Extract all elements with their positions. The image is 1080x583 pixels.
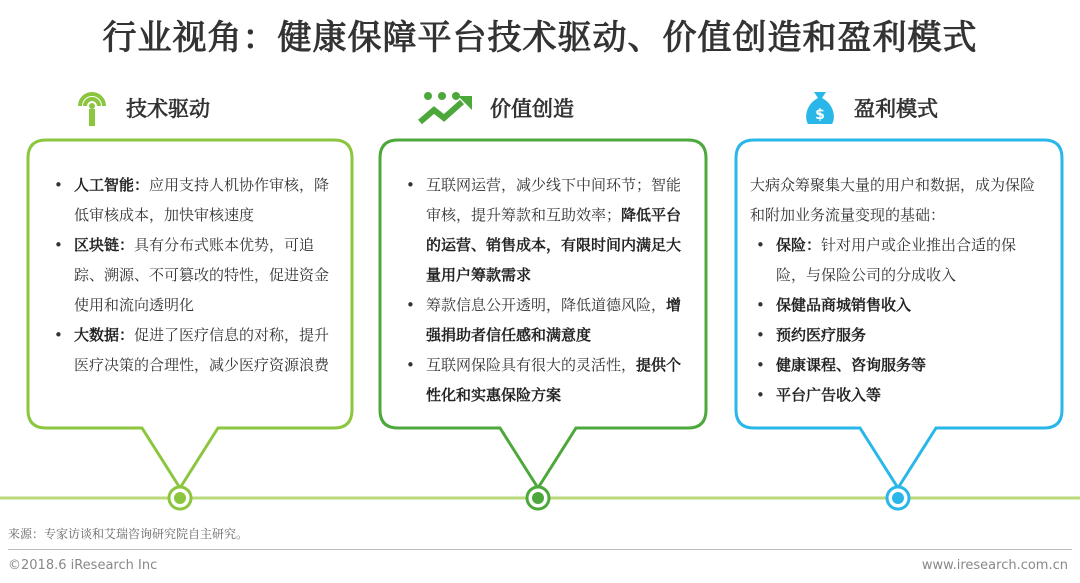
card-tech <box>30 150 350 418</box>
list-item: • 平台广告收入等 <box>750 380 1042 410</box>
card-profit <box>738 150 1060 418</box>
list-item: • 保险：针对用户或企业推出合适的保险，与保险公司的分成收入 <box>750 230 1042 290</box>
list-item: • 预约医疗服务 <box>750 320 1042 350</box>
list-item: • 互联网保险具有很大的灵活性，提供个性化和实惠保险方案 <box>400 350 686 410</box>
list-item: • 筹款信息公开透明，降低道德风险，增强捐助者信任感和满意度 <box>400 290 686 350</box>
list-item: • 大数据：促进了医疗信息的对称，提升医疗决策的合理性，减少医疗资源浪费 <box>48 320 332 380</box>
list-item: • 健康课程、咨询服务等 <box>750 350 1042 380</box>
heading-label: 价值创造 <box>490 97 574 121</box>
source-note: 来源：专家访谈和艾瑞咨询研究院自主研究。 <box>8 527 249 541</box>
heading-label: 技术驱动 <box>126 97 210 121</box>
list-item: • 保健品商城销售收入 <box>750 290 1042 320</box>
card-value <box>382 150 704 418</box>
list-item: • 互联网运营，减少线下中间环节；智能审核，提升筹款和互助效率；降低平台的运营、销售成本，有限时间内满足大量用户筹款需求 <box>400 170 686 290</box>
card-intro: 大病众筹聚集大量的用户和数据，成为保险和附加业务流量变现的基础： <box>750 176 1036 224</box>
list-item: • 区块链：具有分布式账本优势，可追踪、溯源、不可篡改的特性，促进资金使用和流向透明化 <box>48 230 332 320</box>
list-item: • 人工智能：应用支持人机协作审核，降低审核成本，加快审核速度 <box>48 170 332 230</box>
copyright-text: ©2018.6 iResearch Inc <box>8 558 158 573</box>
footer-divider <box>8 549 1072 550</box>
svg-text:$: $ <box>815 107 825 123</box>
heading-label: 盈利模式 <box>854 97 938 121</box>
website-url: www.iresearch.com.cn <box>921 558 1068 573</box>
page-title: 行业视角：健康保障平台技术驱动、价值创造和盈利模式 <box>102 18 978 58</box>
